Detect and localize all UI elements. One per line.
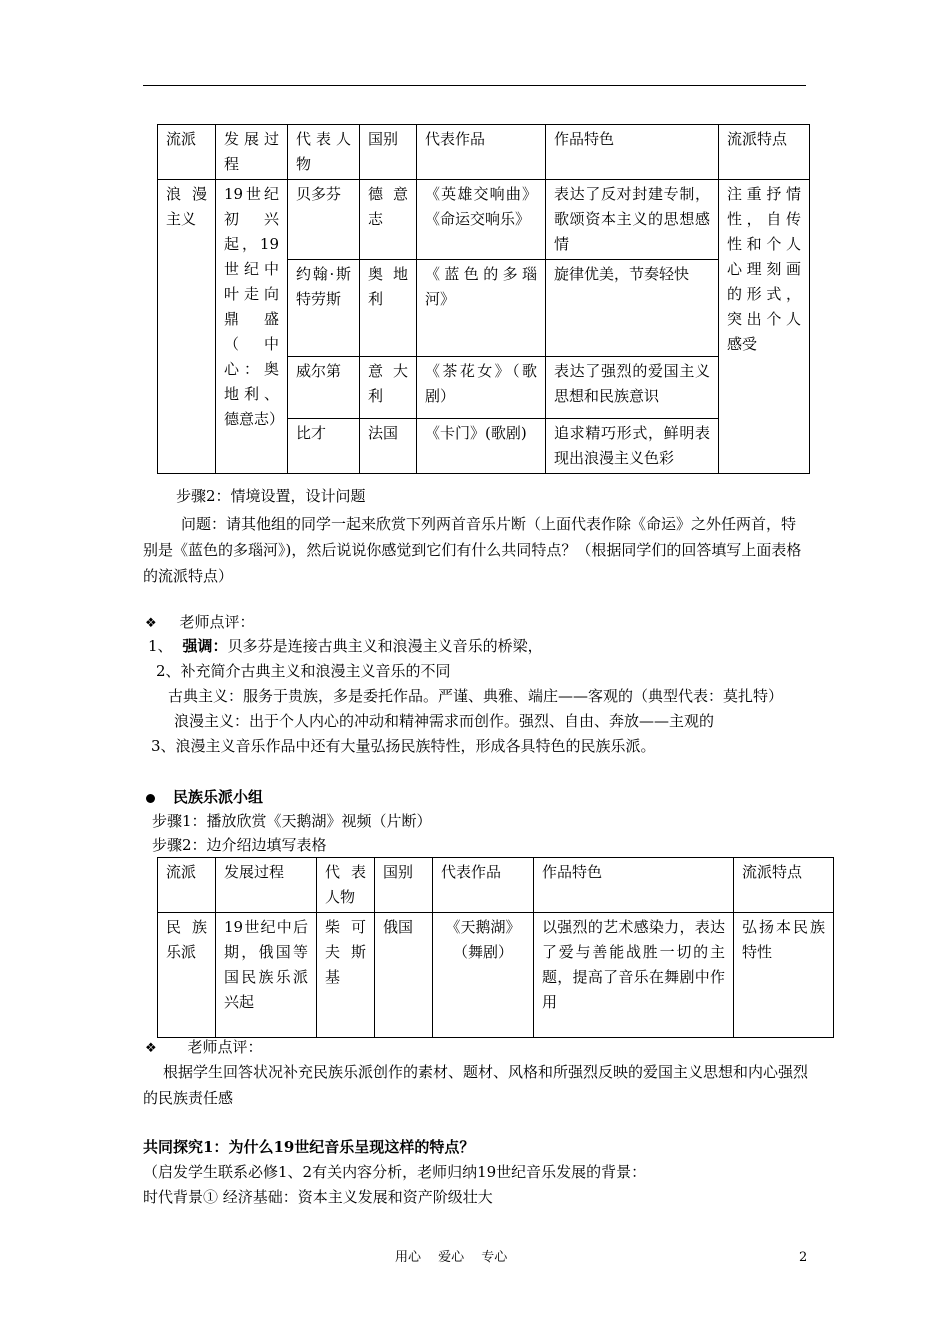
school-cell: 民族乐派 <box>158 913 216 1038</box>
header-cell: 国别 <box>360 125 417 180</box>
header-cell: 发展过程 <box>216 125 288 180</box>
person-cell: 柴可夫斯基 <box>317 913 375 1038</box>
features-cell: 弘扬本民族特性 <box>734 913 834 1038</box>
country-cell: 奥地利 <box>360 260 417 357</box>
explore-title: 共同探究1：为什么19世纪音乐呈现这样的特点？ <box>143 1138 475 1156</box>
explore-line-1: （启发学生联系必修1、2有关内容分析，老师归纳19世纪音乐发展的背景： <box>143 1163 647 1181</box>
work-cell: 《英雄交响曲》《命运交响乐》 <box>417 180 546 260</box>
comment-item-3: 3、浪漫主义音乐作品中还有大量弘扬民族特性，形成各具特色的民族乐派。 <box>151 737 656 755</box>
emphasis-label: 强调： <box>182 637 228 655</box>
development-cell: 19世纪中后期，俄国等国民族乐派兴起 <box>216 913 317 1038</box>
work-cell: 《天鹅湖》（舞剧） <box>433 913 534 1038</box>
question-text: 问题：请其他组的同学一起来欣赏下列两首音乐片断（上面代表作除《命运》之外任两首，特别是《蓝色的多瑙河》)，然后说说你感觉到它们有什么共同特点？（根据同学们的回答填写上面表格的流派特点） <box>143 515 802 585</box>
national-group-title: 民族乐派小组 <box>173 788 264 806</box>
header-cell: 发展过程 <box>216 858 317 913</box>
step2-title: 步骤2：情境设置，设计问题 <box>176 487 366 505</box>
national-school-table <box>157 857 834 1038</box>
comment2-text: 根据学生回答状况补充民族乐派创作的素材、题材、风格和所强烈反映的爱国主义思想和内心强烈的民族责任感 <box>143 1063 809 1107</box>
comment-item-1 <box>148 634 543 659</box>
national-step1: 步骤1：播放欣赏《天鹅湖》视频（片断） <box>152 812 432 830</box>
teacher-comment-2 <box>145 1035 262 1061</box>
work-cell: 《卡门》(歌剧) <box>417 419 546 474</box>
header-cell: 代表作品 <box>433 858 534 913</box>
romanticism-table <box>157 124 810 474</box>
features-cell: 注重抒情性，自传性和个人心理刻画的形式，突出个人感受 <box>719 180 810 474</box>
person-cell: 约翰·斯特劳斯 <box>288 260 360 357</box>
diamond-bullet-icon: ❖ <box>145 1041 157 1056</box>
item-number: 1、 <box>148 637 173 655</box>
comment-title: 老师点评： <box>187 1038 263 1056</box>
comment-title: 老师点评： <box>179 613 255 631</box>
item-text: 贝多芬是连接古典主义和浪漫主义音乐的桥梁， <box>227 637 543 655</box>
person-cell: 贝多芬 <box>288 180 360 260</box>
header-cell: 流派 <box>158 125 216 180</box>
national-group-heading <box>146 785 263 810</box>
country-cell: 意大利 <box>360 357 417 419</box>
comment-item-2: 2、补充简介古典主义和浪漫主义音乐的不同 <box>156 662 451 680</box>
character-cell: 旋律优美，节奏轻快 <box>546 260 719 357</box>
header-cell: 代表作品 <box>417 125 546 180</box>
header-cell: 流派特点 <box>734 858 834 913</box>
header-rule <box>143 85 806 86</box>
school-cell: 浪漫主义 <box>158 180 216 474</box>
explore-line-2: 时代背景① 经济基础：资本主义发展和资产阶级壮大 <box>143 1188 493 1206</box>
classical-description: 古典主义：服务于贵族，多是委托作品。严谨、典雅、端庄——客观的（典型代表：莫扎特） <box>168 687 784 705</box>
footer-motto: 用心 爱心 专心 <box>395 1250 508 1265</box>
national-step2: 步骤2：边介绍边填写表格 <box>152 836 327 854</box>
page-number: 2 <box>799 1250 808 1265</box>
character-cell: 以强烈的艺术感染力，表达了爱与善能战胜一切的主题，提高了音乐在舞剧中作用 <box>534 913 734 1038</box>
header-cell: 流派特点 <box>719 125 810 180</box>
header-cell: 作品特色 <box>534 858 734 913</box>
header-cell: 流派 <box>158 858 216 913</box>
header-cell: 代表人物 <box>288 125 360 180</box>
character-cell: 表达了反对封建专制，歌颂资本主义的思想感情 <box>546 180 719 260</box>
person-cell: 比才 <box>288 419 360 474</box>
country-cell: 俄国 <box>375 913 433 1038</box>
bullet-dot-icon <box>146 794 155 803</box>
work-cell: 《蓝色的多瑙河》 <box>417 260 546 357</box>
work-cell: 《茶花女》（歌剧） <box>417 357 546 419</box>
country-cell: 法国 <box>360 419 417 474</box>
development-cell: 19世纪初兴起，19世纪中叶走向鼎盛（中心：奥地利、德意志） <box>216 180 288 474</box>
character-cell: 追求精巧形式，鲜明表现出浪漫主义色彩 <box>546 419 719 474</box>
header-cell: 代表人物 <box>317 858 375 913</box>
diamond-bullet-icon: ❖ <box>145 616 157 631</box>
header-cell: 国别 <box>375 858 433 913</box>
country-cell: 德意志 <box>360 180 417 260</box>
person-cell: 威尔第 <box>288 357 360 419</box>
header-cell: 作品特色 <box>546 125 719 180</box>
romantic-description: 浪漫主义：出于个人内心的冲动和精神需求而创作。强烈、自由、奔放——主观的 <box>174 712 715 730</box>
character-cell: 表达了强烈的爱国主义思想和民族意识 <box>546 357 719 419</box>
teacher-comment-1 <box>145 610 254 636</box>
